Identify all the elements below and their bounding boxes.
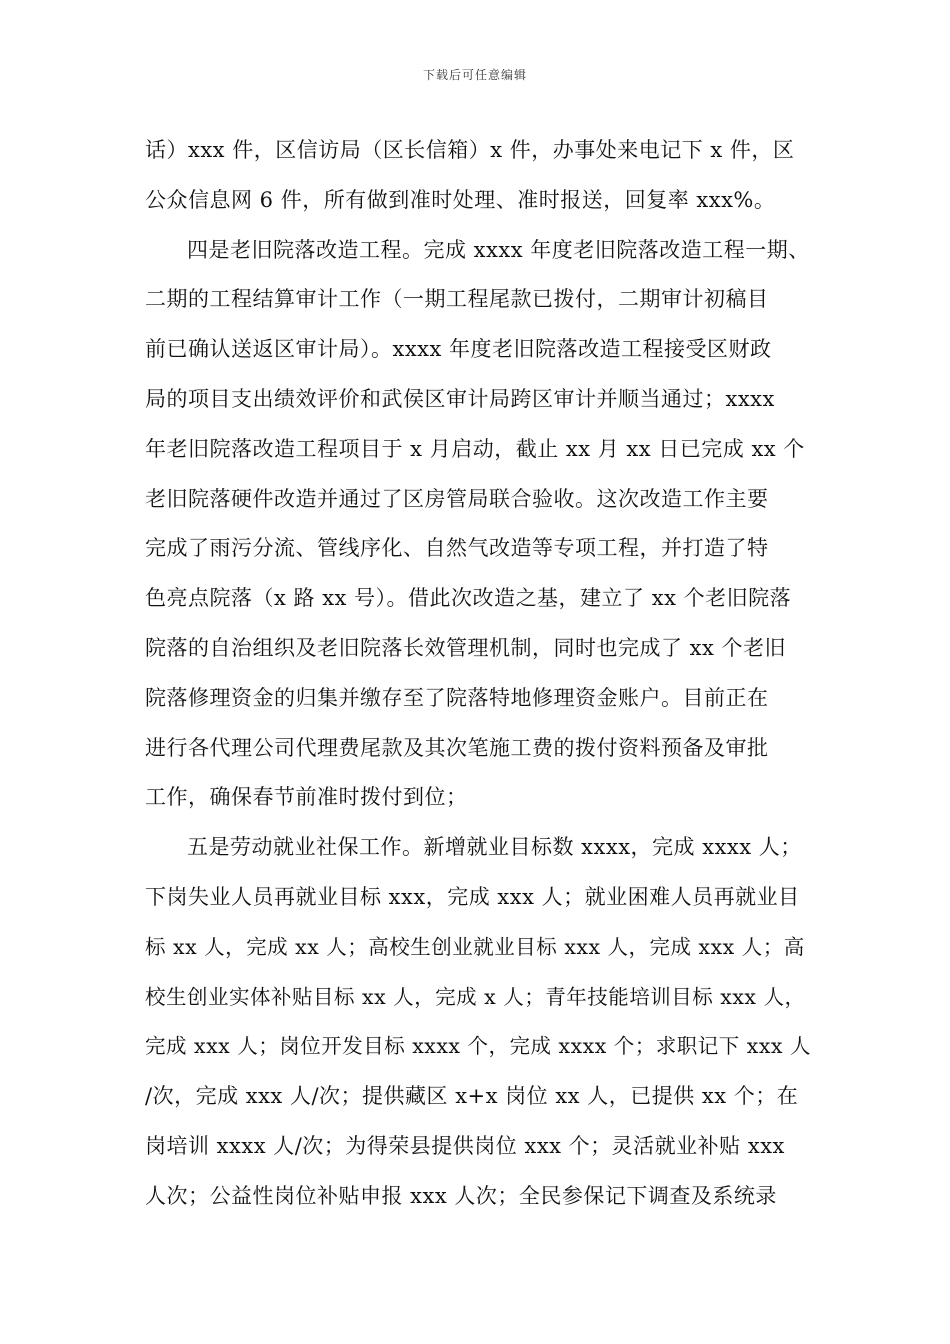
text-line: 进行各代理公司代理费尾款及其次笔施工费的拨付资料预备及审批 bbox=[145, 735, 769, 760]
page-header: 下载后可任意编辑 bbox=[422, 68, 527, 82]
paragraph-start-line: 五是劳动就业社保工作。新增就业目标数 xxxx，完成 xxxx 人； bbox=[187, 835, 802, 860]
text-line: 院落的自治组织及老旧院落长效管理机制，同时也完成了 xx 个老旧 bbox=[145, 635, 787, 660]
text-line: 局的项目支出绩效评价和武侯区审计局跨区审计并顺当通过；xxxx bbox=[145, 386, 775, 411]
text-line: 话）xxx 件，区信访局（区长信箱）x 件，办事处来电记下 x 件，区 bbox=[145, 138, 795, 162]
text-line: 完成 xxx 人；岗位开发目标 xxxx 个，完成 xxxx 个；求职记下 xxx 人 bbox=[145, 1034, 811, 1059]
text-line: 工作，确保春节前准时拨付到位； bbox=[145, 785, 468, 810]
text-line: 前已确认送返区审计局）。xxxx 年度老旧院落改造工程接受区财政 bbox=[145, 337, 772, 362]
text-line: 老旧院落硬件改造并通过了区房管局联合验收。这次改造工作主要 bbox=[145, 486, 769, 511]
text-line: 年老旧院落改造工程项目于 x 月启动，截止 xx 月 xx 日已完成 xx 个 bbox=[145, 436, 805, 461]
paragraph-start-line: 四是老旧院落改造工程。完成 xxxx 年度老旧院落改造工程一期、 bbox=[187, 237, 810, 262]
text-line: 岗培训 xxxx 人/次；为得荣县提供岗位 xxx 个；灵活就业补贴 xxx bbox=[145, 1133, 785, 1158]
text-line: 院落修理资金的归集并缴存至了院落特地修理资金账户。目前正在 bbox=[145, 685, 769, 710]
text-line: 人次；公益性岗位补贴申报 xxx 人次；全民参保记下调查及系统录 bbox=[145, 1183, 777, 1208]
text-line: 公众信息网 6 件，所有做到准时处理、准时报送，回复率 xxx%。 bbox=[145, 187, 776, 212]
text-line: 下岗失业人员再就业目标 xxx，完成 xxx 人；就业困难人员再就业目 bbox=[145, 884, 800, 909]
text-line: /次，完成 xxx 人/次；提供藏区 x+x 岗位 xx 人，已提供 xx 个；在 bbox=[145, 1084, 799, 1109]
text-line: 二期的工程结算审计工作（一期工程尾款已拨付，二期审计初稿目 bbox=[145, 287, 769, 312]
text-line: 标 xx 人，完成 xx 人；高校生创业就业目标 xxx 人，完成 xxx 人；高 bbox=[145, 934, 805, 959]
text-line: 校生创业实体补贴目标 xx 人，完成 x 人；青年技能培训目标 xxx 人， bbox=[145, 984, 806, 1009]
text-line: 完成了雨污分流、管线序化、自然气改造等专项工程，并打造了特 bbox=[145, 536, 769, 561]
text-line: 色亮点院落（x 路 xx 号）。借此次改造之基，建立了 xx 个老旧院落 bbox=[145, 586, 792, 611]
document-body bbox=[145, 126, 815, 1222]
